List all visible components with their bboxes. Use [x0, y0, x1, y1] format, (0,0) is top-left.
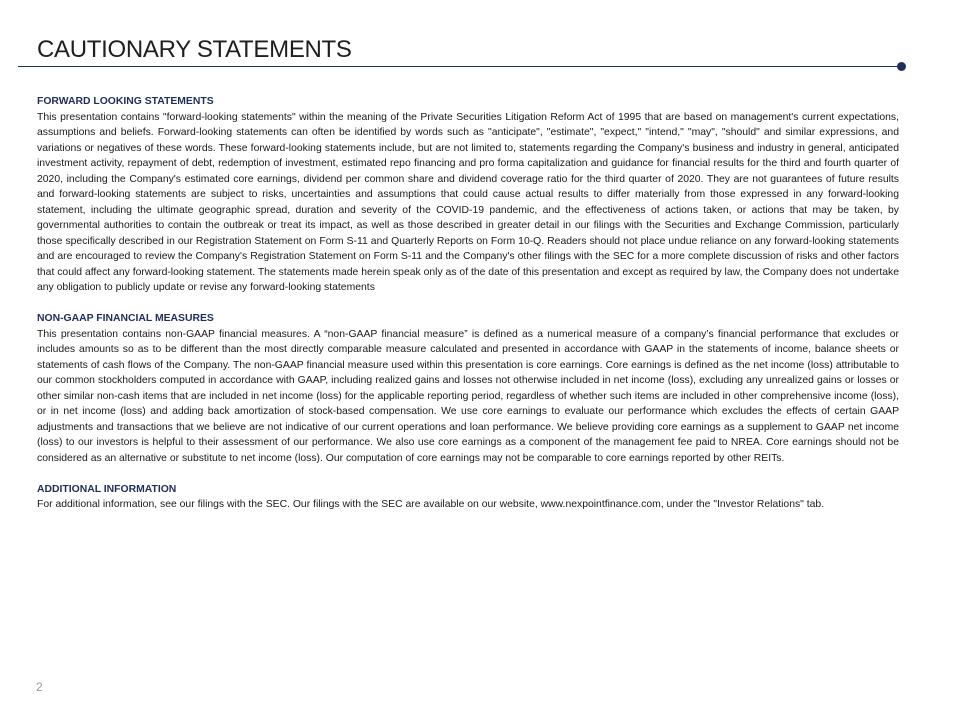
divider-dot — [897, 62, 906, 71]
section-paragraph: This presentation contains non-GAAP financial measures. A “non-GAAP financial measure” is defined as a numerical measure of a company’s financial performance that excludes or includes amounts so as to be different than the most directly comparable measure calculated and presented in accordance with GAAP in the statements of income, balance sheets or statements of cash flows of the Company. The non-GAAP financial measure used within this presentation is core earnings. Core earnings is defined as the net income (loss) attributable to our common stockholders computed in accordance with GAAP, including realized gains and losses not otherwise included in net income (loss), excluding any unrealized gains or losses or other similar non-cash items that are included in net income (loss) for the applicable reporting period, regardless of whether such items are included in other comprehensive income (loss), or in net income (loss) and adding back amortization of stock-based compensation. We use core earnings to evaluate our performance which excludes the effects of certain GAAP adjustments and transactions that we believe are not indicative of our current operations and loan performance. We believe providing core earnings as a supplement to GAAP net income (loss) to our investors is helpful to their assessment of our performance. We also use core earnings as a component of the management fee paid to NREA. Core earnings should not be considered as an alternative or substitute to net income (loss). Our computation of core earnings may not be comparable to core earnings reported by other REITs. — [37, 328, 899, 464]
statements-body — [37, 94, 899, 528]
section-paragraph: For additional information, see our filings with the SEC. Our filings with the SEC are available on our website, www.nexpointfinance.com, under the "Investor Relations" tab. — [37, 499, 825, 510]
section-forward-looking — [37, 94, 899, 296]
section-heading: ADDITIONAL INFORMATION — [37, 483, 177, 495]
section-heading: FORWARD LOOKING STATEMENTS — [37, 96, 214, 107]
page-title: CAUTIONARY STATEMENTS — [37, 36, 352, 63]
page-number: 2 — [36, 680, 43, 694]
title-divider — [18, 66, 902, 67]
section-heading: NON-GAAP FINANCIAL MEASURES — [37, 313, 214, 324]
section-paragraph: This presentation contains "forward-looking statements" within the meaning of the Private Securities Litigation Reform Act of 1995 that are based on management's current expectations, assumptions and beliefs. Forward-looking statements can often be identified by words such as "anticipate", "estimate", "expect," "intend," "may", "should" and similar expressions, and variations or negatives of these words. These forward-looking statements include, but are not limited to, statements regarding the Company's business and industry in general, anticipated investment activity, repayment of debt, redemption of investment, estimated repo financing and pro forma capitalization and guidance for financial results for the third and fourth quarter of 2020, including the Company's estimated core earnings, dividend per common share and dividend coverage ratio for the third quarter of 2020. They are not guarantees of future results and forward-looking statements are subject to risks, uncertainties and assumptions that could cause actual results to differ materially from those expressed in any forward-looking statement, including the ultimate geographic spread, duration and severity of the COVID-19 pandemic, and the effectiveness of actions taken, or actions that may be taken, by governmental authorities to contain the outbreak or treat its impact, as well as those described in greater detail in our filings with the Securities and Exchange Commission, particularly those specifically described in our Registration Statement on Form S-11 and Quarterly Reports on Form 10-Q. Readers should not place undue reliance on any forward-looking statements and are encouraged to review the Company's Registration Statement on Form S-11 and the Company's other filings with the SEC for a more complete discussion of risks and other factors that could affect any forward-looking statement. The statements made herein speak only as of the date of this presentation and except as required by law, the Company does not undertake any obligation to publicly update or revise any forward-looking statements — [37, 111, 899, 293]
section-additional-information — [37, 482, 899, 513]
section-non-gaap — [37, 311, 899, 466]
